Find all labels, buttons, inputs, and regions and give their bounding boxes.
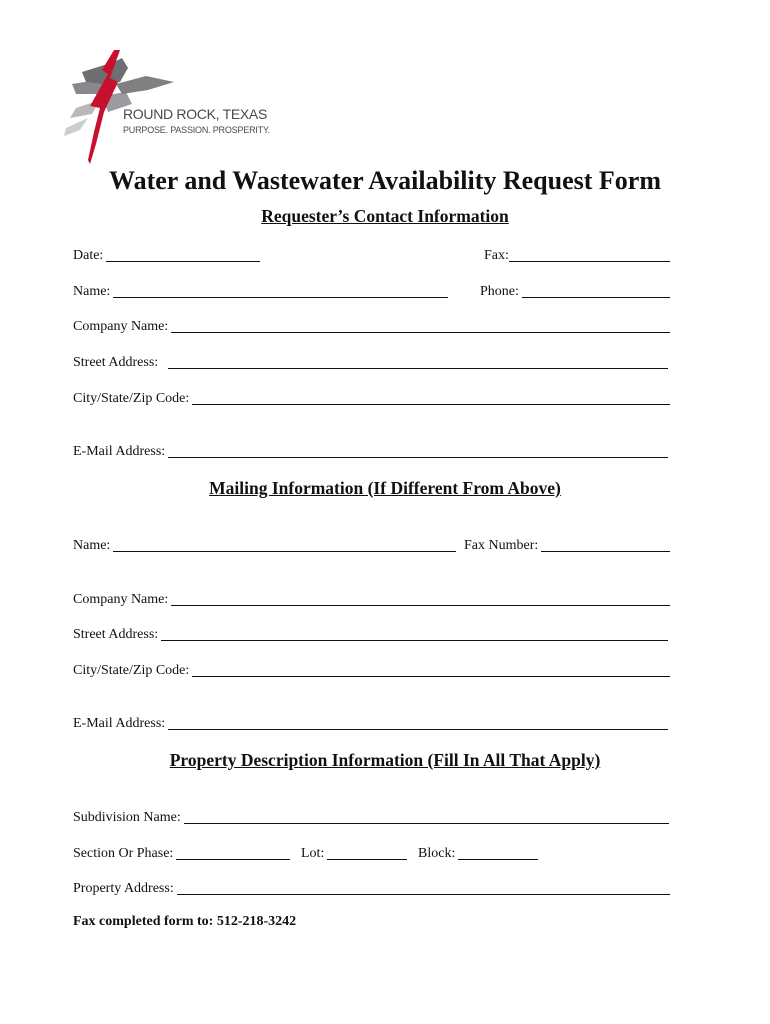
section-phase-line[interactable]	[176, 846, 290, 860]
mailing-email-line[interactable]	[168, 716, 668, 730]
date-line[interactable]	[106, 248, 260, 262]
mailing-company-field[interactable]	[73, 592, 670, 608]
mailing-email-row	[73, 712, 668, 732]
mailing-street-line[interactable]	[161, 627, 668, 641]
block-label: Block:	[418, 846, 456, 861]
company-row	[73, 315, 670, 335]
date-field[interactable]	[73, 248, 260, 264]
email-field[interactable]	[73, 444, 668, 460]
date-fax-row	[73, 244, 670, 264]
mailing-city-field[interactable]	[73, 663, 670, 679]
mailing-name-fax-row	[73, 534, 670, 554]
mailing-fax-number-label: Fax Number:	[464, 538, 539, 553]
subdivision-label: Subdivision Name:	[73, 810, 181, 825]
lot-field[interactable]	[301, 846, 407, 862]
street-label: Street Address:	[73, 355, 159, 370]
phone-field[interactable]	[480, 284, 670, 300]
date-label: Date:	[73, 248, 104, 263]
lot-label: Lot:	[301, 846, 325, 861]
contact-section-heading: Requester’s Contact Information	[261, 206, 509, 226]
mailing-section-heading: Mailing Information (If Different From Above)	[209, 478, 561, 498]
company-label: Company Name:	[73, 319, 169, 334]
fax-line[interactable]	[509, 248, 670, 262]
form-title: Water and Wastewater Availability Request Form	[109, 166, 661, 195]
mailing-city-line[interactable]	[192, 663, 670, 677]
section-phase-label: Section Or Phase:	[73, 846, 174, 861]
round-rock-logo	[62, 48, 272, 166]
phone-line[interactable]	[522, 284, 670, 298]
subdivision-field[interactable]	[73, 810, 669, 826]
block-line[interactable]	[458, 846, 538, 860]
company-field[interactable]	[73, 319, 670, 335]
fax-field[interactable]	[484, 248, 670, 264]
city-row	[73, 387, 670, 407]
section-lot-block-row	[73, 842, 543, 862]
mailing-street-field[interactable]	[73, 627, 668, 643]
mailing-name-line[interactable]	[113, 538, 456, 552]
section-phase-field[interactable]	[73, 846, 290, 862]
phone-label: Phone:	[480, 284, 519, 299]
mailing-email-label: E-Mail Address:	[73, 716, 166, 731]
property-address-line[interactable]	[177, 881, 670, 895]
name-phone-row	[73, 280, 670, 300]
mailing-fax-number-line[interactable]	[541, 538, 670, 552]
name-field[interactable]	[73, 284, 448, 300]
mailing-name-label: Name:	[73, 538, 111, 553]
mailing-street-row	[73, 623, 668, 643]
subdivision-line[interactable]	[184, 810, 669, 824]
mailing-street-label: Street Address:	[73, 627, 159, 642]
lot-line[interactable]	[327, 846, 407, 860]
property-address-field[interactable]	[73, 881, 670, 897]
property-section-heading: Property Description Information (Fill In All That Apply)	[169, 750, 601, 770]
mailing-email-field[interactable]	[73, 716, 668, 732]
city-line[interactable]	[192, 391, 670, 405]
street-row	[73, 351, 668, 371]
name-line[interactable]	[113, 284, 448, 298]
mailing-fax-number-field[interactable]	[464, 538, 670, 554]
fax-instructions: Fax completed form to: 512-218-3242	[73, 914, 297, 929]
logo-title: ROUND ROCK, TEXAS	[123, 106, 267, 122]
block-field[interactable]	[418, 846, 538, 862]
email-row	[73, 440, 668, 460]
city-label: City/State/Zip Code:	[73, 391, 190, 406]
company-line[interactable]	[171, 319, 670, 333]
logo-tagline: PURPOSE. PASSION. PROSPERITY.	[123, 125, 270, 135]
mailing-company-label: Company Name:	[73, 592, 169, 607]
mailing-city-label: City/State/Zip Code:	[73, 663, 190, 678]
city-field[interactable]	[73, 391, 670, 407]
property-address-row	[73, 877, 670, 897]
mailing-company-line[interactable]	[171, 592, 670, 606]
name-label: Name:	[73, 284, 111, 299]
mailing-name-field[interactable]	[73, 538, 456, 554]
fax-label: Fax:	[484, 248, 509, 263]
street-field[interactable]	[73, 355, 668, 371]
mailing-company-row	[73, 588, 670, 608]
email-label: E-Mail Address:	[73, 444, 166, 459]
email-line[interactable]	[168, 444, 668, 458]
mailing-city-row	[73, 659, 670, 679]
street-line[interactable]	[168, 355, 668, 369]
subdivision-row	[73, 806, 669, 826]
property-address-label: Property Address:	[73, 881, 174, 896]
